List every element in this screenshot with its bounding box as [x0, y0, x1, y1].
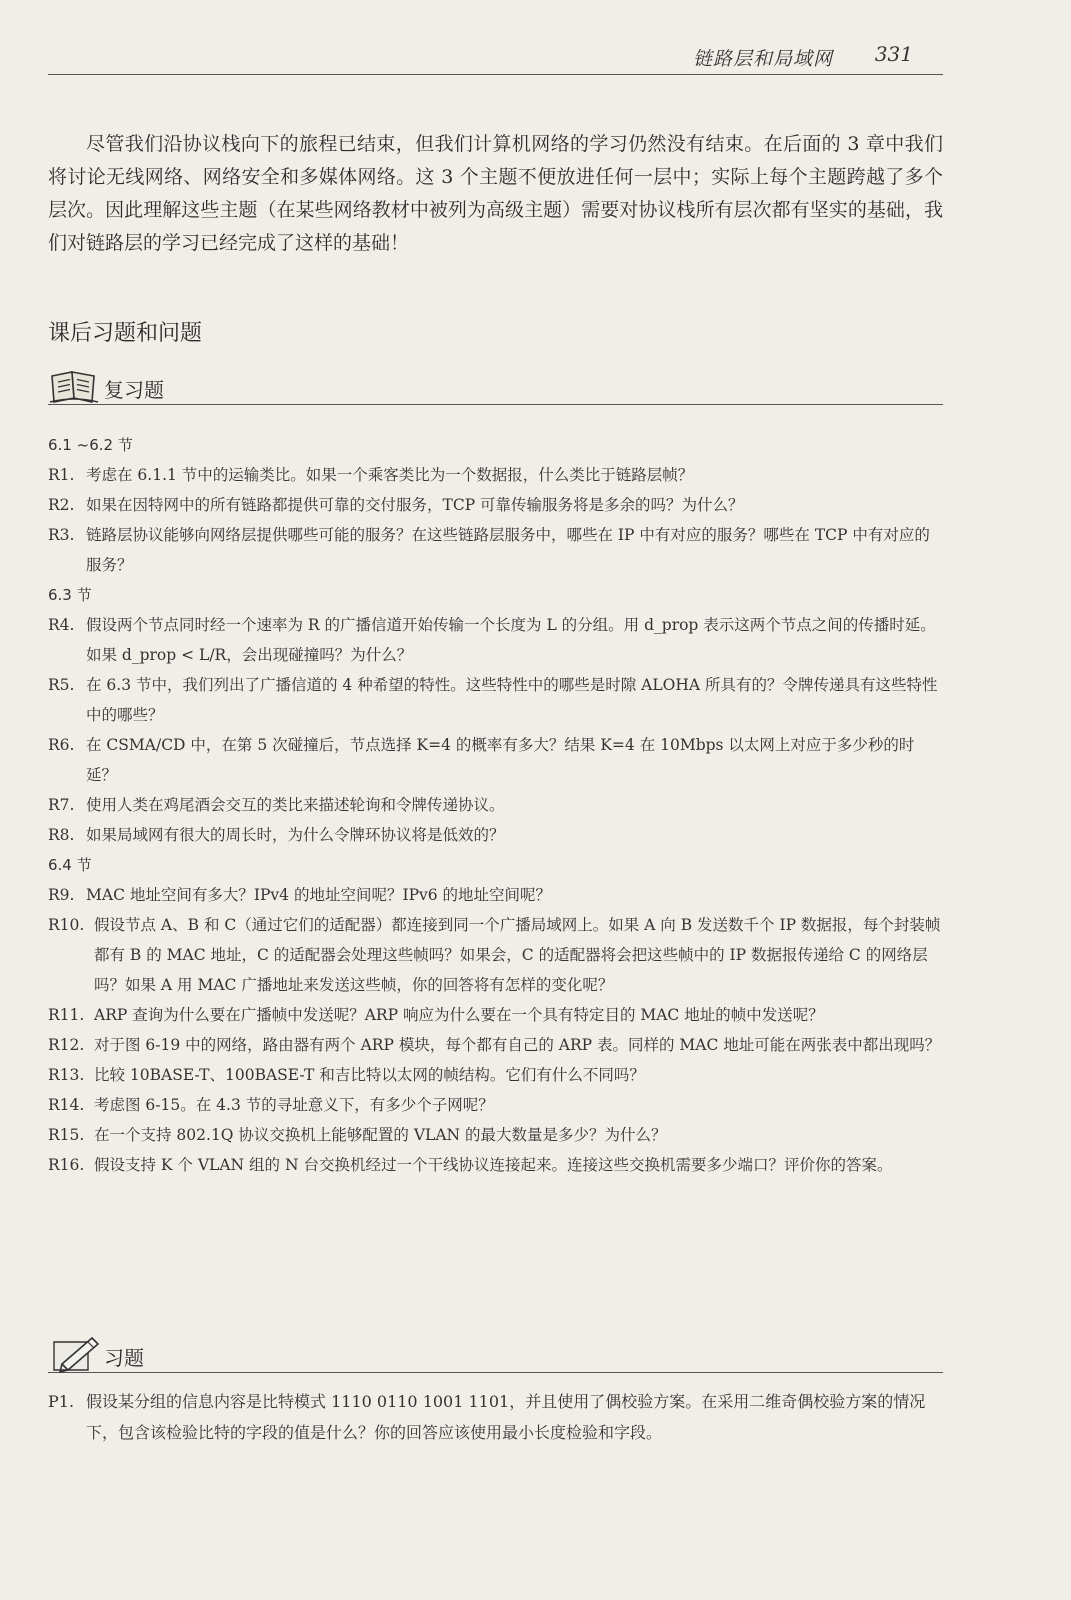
question-r10	[48, 910, 943, 1000]
question-r8	[48, 820, 943, 850]
question-number: R6.	[48, 736, 75, 754]
question-text: 如果在因特网中的所有链路都提供可靠的交付服务，TCP 可靠传输服务将是多余的吗？为什么？	[86, 496, 744, 514]
problem-p1	[48, 1386, 943, 1448]
question-text: 使用人类在鸡尾酒会交互的类比来描述轮询和令牌传递协议。	[86, 796, 505, 814]
question-text: 假设两个节点同时经一个速率为 R 的广播信道开始传输一个长度为 L 的分组。用 d_prop 表示这两个节点之间的传播时延。如果 d_prop < L/R，会出现碰撞吗？为什么？	[86, 616, 936, 664]
question-r11	[48, 1000, 943, 1030]
problem-text: 假设某分组的信息内容是比特模式 1110 0110 1001 1101，并且使用了偶校验方案。在采用二维奇偶校验方案的情况下，包含该检验比特的字段的值是什么？你的回答应该使用最小长度检验和字段。	[86, 1392, 926, 1442]
question-text: 在 CSMA/CD 中，在第 5 次碰撞后，节点选择 K=4 的概率有多大？结果 K=4 在 10Mbps 以太网上对应于多少秒的时延？	[86, 736, 915, 784]
question-r1	[48, 460, 943, 490]
question-r16	[48, 1150, 943, 1180]
question-r12	[48, 1030, 943, 1060]
question-text: 如果局域网有很大的周长时，为什么令牌环协议将是低效的？	[86, 826, 505, 844]
question-number: R15.	[48, 1126, 85, 1144]
question-number: R14.	[48, 1096, 85, 1114]
question-r9	[48, 880, 943, 910]
running-header	[48, 40, 943, 75]
problem-number: P1.	[48, 1392, 75, 1411]
question-text: 考虑图 6-15。在 4.3 节的寻址意义下，有多少个子网呢？	[94, 1096, 494, 1114]
problems-list	[48, 1386, 943, 1448]
question-number: R5.	[48, 676, 75, 694]
question-r15	[48, 1120, 943, 1150]
book-icon	[48, 366, 100, 406]
intro-paragraph	[48, 128, 943, 260]
question-r5	[48, 670, 943, 730]
review-questions-label: 复习题	[104, 378, 164, 402]
question-number: R9.	[48, 886, 75, 904]
question-number: R12.	[48, 1036, 85, 1054]
section-label: 6.4 节	[48, 856, 92, 874]
question-r2	[48, 490, 943, 520]
question-number: R13.	[48, 1066, 85, 1084]
intro-text: 尽管我们沿协议栈向下的旅程已结束，但我们计算机网络的学习仍然没有结束。在后面的 3 章中我们将讨论无线网络、网络安全和多媒体网络。这 3 个主题不便放进任何一层中；实际上每个主题跨越了多个层次。因此理解这些主题（在某些网络教材中被列为高级主题）需要对协议栈所有层次都有坚实的基础，我们对链路层的学习已经完成了这样的基础！	[48, 133, 943, 254]
question-number: R3.	[48, 526, 75, 544]
question-r7	[48, 790, 943, 820]
pencil-icon	[48, 1334, 100, 1374]
question-r3	[48, 520, 943, 580]
question-text: 在 6.3 节中，我们列出了广播信道的 4 种希望的特性。这些特性中的哪些是时隙 ALOHA 所具有的？令牌传递具有这些特性中的哪些？	[86, 676, 938, 724]
chapter-running-title: 链路层和局域网	[692, 48, 833, 70]
section-label: 6.3 节	[48, 586, 92, 604]
question-number: R16.	[48, 1156, 85, 1174]
question-r6	[48, 730, 943, 790]
question-r4	[48, 610, 943, 670]
question-number: R7.	[48, 796, 75, 814]
section-title: 课后习题和问题	[48, 321, 203, 346]
question-text: 比较 10BASE-T、100BASE-T 和吉比特以太网的帧结构。它们有什么不同吗？	[94, 1066, 645, 1084]
question-text: 链路层协议能够向网络层提供哪些可能的服务？在这些链路层服务中，哪些在 IP 中有对应的服务？哪些在 TCP 中有对应的服务？	[86, 526, 930, 574]
question-text: 考虑在 6.1.1 节中的运输类比。如果一个乘客类比为一个数据报，什么类比于链路层帧？	[86, 466, 694, 484]
question-number: R1.	[48, 466, 75, 484]
review-questions	[48, 430, 943, 1180]
question-text: 在一个支持 802.1Q 协议交换机上能够配置的 VLAN 的最大数量是多少？为什么？	[94, 1126, 667, 1144]
question-r14	[48, 1090, 943, 1120]
question-number: R4.	[48, 616, 75, 634]
question-text: 假设支持 K 个 VLAN 组的 N 台交换机经过一个干线协议连接起来。连接这些交换机需要多少端口？评价你的答案。	[94, 1156, 893, 1174]
question-r13	[48, 1060, 943, 1090]
question-text: MAC 地址空间有多大？IPv4 的地址空间呢？IPv6 的地址空间呢？	[86, 886, 552, 904]
review-questions-header	[48, 366, 943, 405]
problems-header	[48, 1334, 943, 1373]
page-number: 331	[874, 42, 913, 66]
question-text: 对于图 6-19 中的网络，路由器有两个 ARP 模块，每个都有自己的 ARP 表。同样的 MAC 地址可能在两张表中都出现吗？	[94, 1036, 941, 1054]
question-number: R11.	[48, 1006, 85, 1024]
problems-label: 习题	[104, 1346, 144, 1370]
section-label: 6.1 ~6.2 节	[48, 436, 133, 454]
question-number: R2.	[48, 496, 75, 514]
question-number: R10.	[48, 916, 85, 934]
question-number: R8.	[48, 826, 75, 844]
question-text: ARP 查询为什么要在广播帧中发送呢？ARP 响应为什么要在一个具有特定目的 MAC 地址的帧中发送呢？	[94, 1006, 824, 1024]
question-text: 假设节点 A、B 和 C（通过它们的适配器）都连接到同一个广播局域网上。如果 A 向 B 发送数千个 IP 数据报，每个封装帧都有 B 的 MAC 地址，C 的适配器会处理这些帧吗？如果会，C 的适配器将会把这些帧中的 IP 数据报传递给 C 的网络层吗？如果 A 用 MAC 广播地址来发送这些帧，你的回答将有怎样的变化呢？	[94, 916, 941, 994]
